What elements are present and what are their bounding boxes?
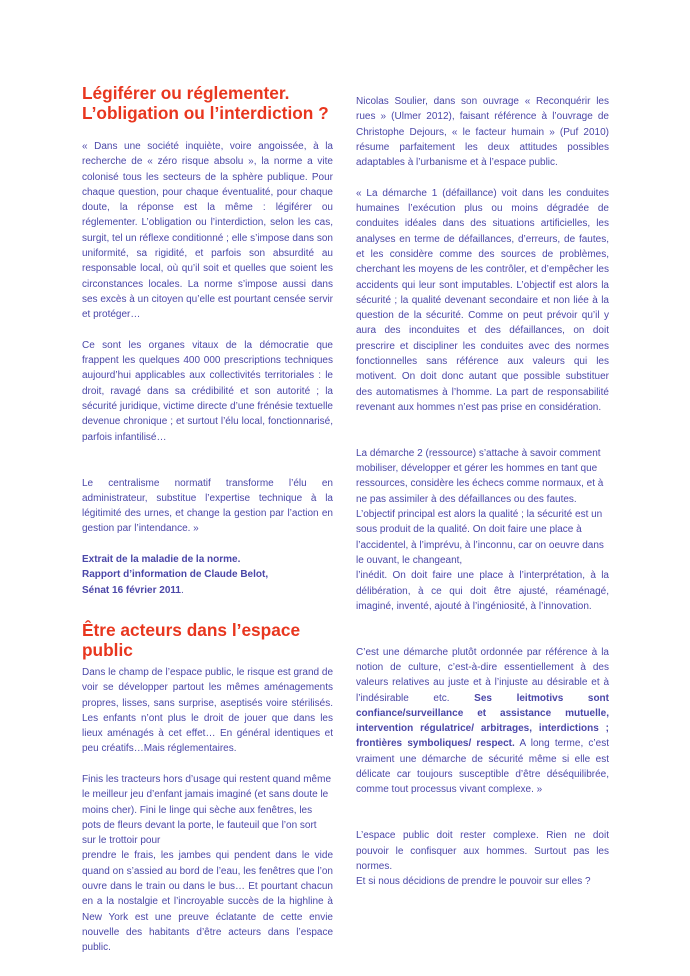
quote-paragraph-1: « Dans une société inquiète, voire angoissée, à la recherche de « zéro risque absolu », la norme a vite colonisé tous les secteurs de la sphère publique. Pour chaque question, pour chaque éventualité, pour chaque doute, la réponse est la même : légiférer ou réglementer. L’obligation ou l’interdiction, selon les cas, surgit, tel un réflexe conditionné ; elle s’impose dans son uniformité, sa rigidité, et parfois son absurdité au responsable local, où qu’il soit et quelles que soient les circonstances locales. La norme s’impose aussi dans ses excès à un citoyen qu’elle est pourtant censée servir et protéger… xyxy=(82,141,333,321)
heading-legiferer xyxy=(82,83,333,123)
paragraph-demarche-2-part-2: l’inédit. On doit faire une place à l’interprétation, à la délibération, à ce qui doit être ajusté, réaménagé, imaginé, inventé, ajouté à l’ingéniosité, à l’innovation. xyxy=(356,570,609,612)
paragraph-culture-end: A long terme, c’est vraiment une démarche de sécurité même si elle est délicate car toujours susceptible d’être déséquilibrée, comme tout processus vivant complexe. » xyxy=(356,738,609,796)
paragraph-finis-part-1: Finis les tracteurs hors d’usage qui restent quand même le meilleur jeu d’enfant jamais imaginé (et sans doute le moins cher). Fini le linge qui sèche aux fenêtres, les pots de fleurs devant la porte, le fauteuil que l’on sort sur le trottoir pour xyxy=(82,773,332,847)
paragraph-demarche-1: « La démarche 1 (défaillance) voit dans les conduites humaines l’exécution plus ou moins dégradée de conduites idéales dans des situations artificielles, les analyses en terme de défaillances, d’erreurs, de fautes, et les considère comme des sources de problèmes, cherchant les moyens de les contrôler, et d’empêcher les accidents qui leur sont imputables. L’objectif est alors la sécurité ; la qualité devenant secondaire et non liée à la question de la sécurité. Comme on peut prévoir qu’il y aura des inconduites et des défaillances, on doit prescrire et discipliner les conduites avec des normes fonctionnelles sans référence aux valeurs qui les motivent. On doit donc autant que possible substituer des automatismes à l’homme. La part de responsabilité revenant aux hommes n’est pas prise en considération. xyxy=(356,187,609,413)
left-column xyxy=(82,83,333,956)
quote-paragraph-3: Le centralisme normatif transforme l’élu en administrateur, substitue l’expertise technique à la légitimité des urnes, et change la gestion par l’action en gestion par l’intendance. » xyxy=(82,477,333,535)
paragraph-conclusion: L’espace public doit rester complexe. Rien ne doit pouvoir le confisquer aux hommes. Surtout pas les normes. xyxy=(356,830,609,872)
paragraph-soulier: Nicolas Soulier, dans son ouvrage « Reconquérir les rues » (Ulmer 2012), faisant référence à l’ouvrage de Christophe Dejours, « le facteur humain » (Puf 2010) résume parfaitement les deux attitudes possibles adaptables à l’urbanisme et à l’espace public. xyxy=(356,96,609,169)
source-line-3: Sénat 16 février 2011 xyxy=(82,584,181,596)
paragraph-finis-part-2: prendre le frais, les jambes qui pendent dans le vide quand on s’assied au bord de l’eau, les fenêtres que l’on ouvre dans le train ou dans le bus… Et pourtant chacun en a la nostalgie et l’incroyable succès de la highline à New York est une preuve éclatante de cette envie nouvelle des habitants d’être acteurs dans l’espace public. xyxy=(82,850,333,954)
source-line-1: Extrait de la maladie de la norme. xyxy=(82,554,241,566)
source-citation xyxy=(82,552,333,598)
heading-line-2: L’obligation ou l’interdiction ? xyxy=(82,103,329,123)
source-line-3-period: . xyxy=(180,584,184,596)
heading-line-1: Légiférer ou réglementer. xyxy=(82,83,290,103)
right-column xyxy=(356,94,609,889)
paragraph-conclusion-question: Et si nous décidions de prendre le pouvoir sur elles ? xyxy=(356,876,591,888)
paragraph-culture xyxy=(356,645,609,798)
source-line-2: Rapport d’information de Claude Belot, xyxy=(82,569,269,581)
paragraph-culture-bold: Ses leitmotivs sont confiance/surveillance et assistance mutuelle, intervention régulatrice/ arbitrages, interdictions ; frontières symboliques/ respect. xyxy=(356,692,609,750)
paragraph-espace-public: Dans le champ de l’espace public, le risque est grand de voir se développer partout les mêmes aménagements propres, lisses, sans surprise, aseptisés voire stérilisés. Les enfants n’ont plus le droit de jouer que dans les lieux aménagés à cet effet… En général identiques et peu créatifs…Mais réglementaires. xyxy=(82,666,333,755)
paragraph-culture-start: C’est une démarche plutôt ordonnée par référence à la notion de culture, c’est-à-dire essentiellement à des valeurs relatives au juste et à l’injuste au désirable et à l’indésirable etc. xyxy=(356,646,609,704)
heading-etre-acteurs: Être acteurs dans l’espace public xyxy=(82,619,301,660)
quote-paragraph-2: Ce sont les organes vitaux de la démocratie que frappent les quelques 400 000 prescriptions techniques aujourd’hui applicables aux collectivités territoriales : le droit, ravagé dans sa crédibilité et son autorité ; la sécurité juridique, victime directe d’une frénésie textuelle devenue chronique ; et surtout l’élu local, fonctionnarisé, parfois infantilisé… xyxy=(82,339,333,443)
paragraph-demarche-2-part-1: La démarche 2 (ressource) s’attache à savoir comment mobiliser, développer et gérer les hommes en tant que ressources, considère les échecs comme normaux, et à ne pas assimiler à des défaillances ou des fautes. L’objectif principal est alors la qualité ; la sécurité est un sous produit de la qualité. On doit faire une place à l’accidentel, à l’imprévu, à l’inconnu, car on oeuvre dans le ouvant, le changeant, xyxy=(356,447,604,566)
